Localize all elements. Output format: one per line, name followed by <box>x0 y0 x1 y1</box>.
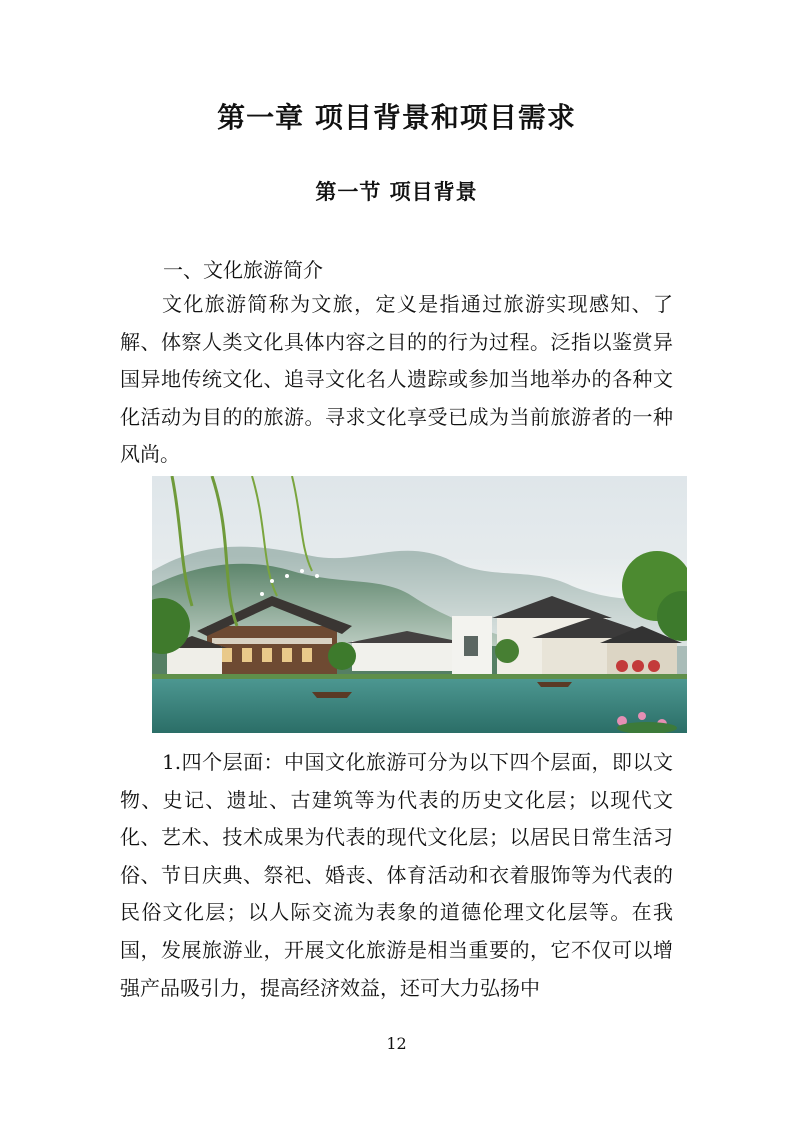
resort-illustration-image <box>152 476 687 733</box>
paragraph-intro: 文化旅游简称为文旅，定义是指通过旅游实现感知、了解、体察人类文化具体内容之目的的行为过程。泛指以鉴赏异国异地传统文化、追寻文化名人遗踪或参加当地举办的各种文化活动为目的的旅游。寻求文化享受已成为当前旅游者的一种风尚。 <box>120 292 673 467</box>
section-title: 第一节 项目背景 <box>315 180 478 204</box>
paragraph-four-levels: 1.四个层面：中国文化旅游可分为以下四个层面，即以文物、史记、遗址、古建筑等为代表的历史文化层；以现代文化、艺术、技术成果为代表的现代文化层；以居民日常生活习俗、节日庆典、祭祀、婚丧、体育活动和衣着服饰等为代表的民俗文化层；以人际交流为表象的道德伦理文化层等。在我国，发展旅游业，开展文化旅游是相当重要的，它不仅可以增强产品吸引力，提高经济效益，还可大力弘扬中 <box>120 750 673 1000</box>
shoreline <box>152 674 687 679</box>
chapter-title: 第一章 项目背景和项目需求 <box>217 101 576 134</box>
lake <box>152 676 687 733</box>
page-number: 12 <box>386 1034 407 1053</box>
subheading: 一、文化旅游简介 <box>163 258 323 282</box>
